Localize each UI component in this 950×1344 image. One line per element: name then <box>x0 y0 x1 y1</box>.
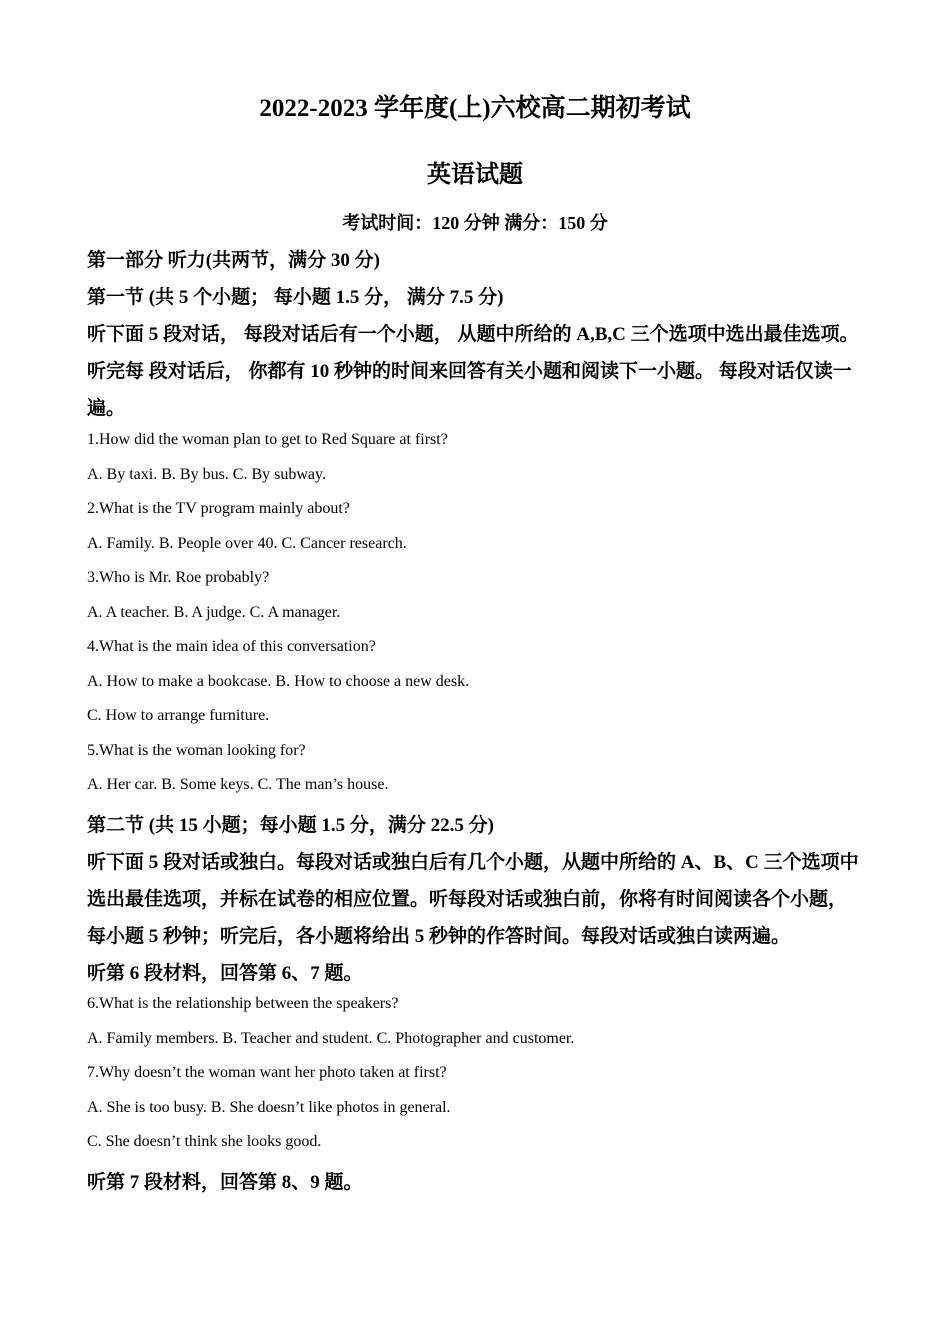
question-options: A. A teacher. B. A judge. C. A manager. <box>87 604 341 621</box>
material6-heading: 听第 6 段材料，回答第 6、7 题。 <box>87 963 363 984</box>
section1-instruction-line: 遍。 <box>87 398 126 419</box>
section1-heading: 第一节 (共 5 个小题； 每小题 1.5 分， 满分 7.5 分) <box>87 287 504 308</box>
exam-info: 考试时间：120 分钟 满分：150 分 <box>342 213 608 233</box>
question-options: C. She doesn’t think she looks good. <box>87 1133 322 1150</box>
part1-heading: 第一部分 听力(共两节，满分 30 分) <box>87 250 380 271</box>
question-options: A. Family members. B. Teacher and student. C. Photographer and customer. <box>87 1030 575 1047</box>
question-text: 3.Who is Mr. Roe probably? <box>87 569 270 586</box>
exam-title: 2022-2023 学年度(上)六校高二期初考试 <box>259 95 691 122</box>
question-options: A. By taxi. B. By bus. C. By subway. <box>87 466 326 483</box>
section1-instruction-line: 听下面 5 段对话， 每段对话后有一个小题， 从题中所给的 A,B,C 三个选项中选出最佳选项。 <box>87 324 859 345</box>
question-options: A. How to make a bookcase. B. How to choose a new desk. <box>87 673 470 690</box>
question-text: 7.Why doesn’t the woman want her photo taken at first? <box>87 1064 447 1081</box>
question-options: C. How to arrange furniture. <box>87 707 270 724</box>
exam-subtitle: 英语试题 <box>427 162 523 188</box>
section2-heading: 第二节 (共 15 小题；每小题 1.5 分，满分 22.5 分) <box>87 815 494 836</box>
material7-heading: 听第 7 段材料，回答第 8、9 题。 <box>87 1172 363 1193</box>
question-text: 1.How did the woman plan to get to Red Square at first? <box>87 431 448 448</box>
section2-instruction-line: 每小题 5 秒钟；听完后，各小题将给出 5 秒钟的作答时间。每段对话或独白读两遍。 <box>87 926 791 947</box>
section2-instruction-line: 选出最佳选项，并标在试卷的相应位置。听每段对话或独白前，你将有时间阅读各个小题， <box>87 889 848 910</box>
section2-instruction-line: 听下面 5 段对话或独白。每段对话或独白后有几个小题，从题中所给的 A、B、C 三个选项中 <box>87 852 859 873</box>
question-options: A. Her car. B. Some keys. C. The man’s house. <box>87 776 389 793</box>
question-text: 5.What is the woman looking for? <box>87 742 306 759</box>
section1-instruction-line: 听完每 段对话后， 你都有 10 秒钟的时间来回答有关小题和阅读下一小题。 每段对话仅读一 <box>87 361 852 382</box>
question-text: 2.What is the TV program mainly about? <box>87 500 350 517</box>
question-options: A. She is too busy. B. She doesn’t like photos in general. <box>87 1099 451 1116</box>
question-text: 6.What is the relationship between the speakers? <box>87 995 399 1012</box>
question-text: 4.What is the main idea of this conversation? <box>87 638 376 655</box>
question-options: A. Family. B. People over 40. C. Cancer research. <box>87 535 407 552</box>
